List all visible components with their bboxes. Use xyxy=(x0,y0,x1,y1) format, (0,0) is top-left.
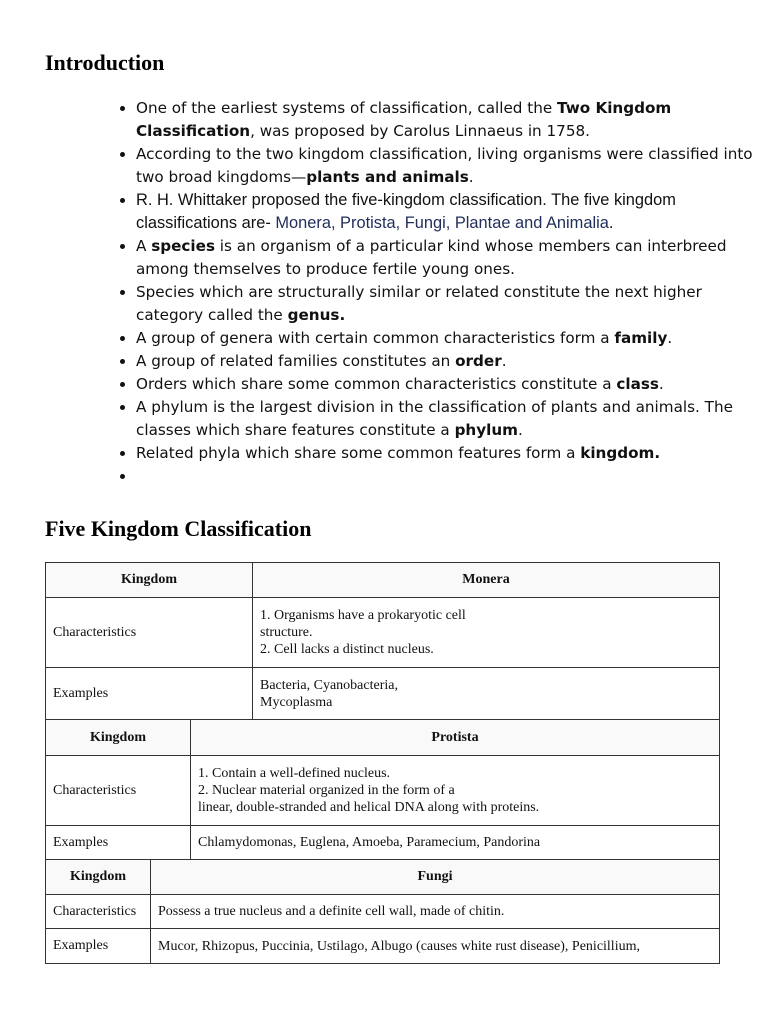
kingdom-label-cell: Kingdom xyxy=(46,720,191,756)
monera-table xyxy=(45,562,720,720)
protista-table xyxy=(45,719,720,860)
bullet-phylum: • A phylum is the largest division in the classification of plants and animals. The classes which share features constitute a phylum. xyxy=(136,396,768,442)
bullet-genus: • Species which are structurally similar or related constitute the next higher category called the genus. xyxy=(136,281,768,327)
five-kingdom-heading: Five Kingdom Classification xyxy=(45,516,312,541)
table-row xyxy=(46,826,720,860)
kingdom-label-cell: Kingdom xyxy=(46,563,253,598)
characteristics-label-cell: Characteristics xyxy=(46,895,151,929)
bullet-two-kingdom-groups: • According to the two kingdom classification, living organisms were classified into two broad kingdoms—plants and animals. xyxy=(136,143,768,189)
table-row xyxy=(46,860,720,895)
bullet-kingdom: • Related phyla which share some common features form a kingdom. xyxy=(136,442,768,465)
kingdom-label-cell: Kingdom xyxy=(46,860,151,895)
table-row xyxy=(46,929,720,964)
bullet-family: • A group of genera with certain common characteristics form a family. xyxy=(136,327,768,350)
characteristics-cell: 1. Contain a well-defined nucleus. 2. Nuclear material organized in the form of a linear, double-stranded and helical DNA along with proteins. xyxy=(191,756,720,826)
characteristics-label-cell: Characteristics xyxy=(46,598,253,668)
introduction-heading: Introduction xyxy=(45,50,165,75)
examples-cell: Chlamydomonas, Euglena, Amoeba, Paramecium, Pandorina xyxy=(191,826,720,860)
bullet-order: • A group of related families constitutes an order. xyxy=(136,350,768,373)
examples-label-cell: Examples xyxy=(46,826,191,860)
kingdom-name-cell: Protista xyxy=(191,720,720,756)
table-row xyxy=(46,756,720,826)
table-row xyxy=(46,720,720,756)
examples-cell: Bacteria, Cyanobacteria, Mycoplasma xyxy=(253,668,720,720)
examples-cell: Mucor, Rhizopus, Puccinia, Ustilago, Albugo (causes white rust disease), Penicillium, xyxy=(151,929,720,964)
kingdom-names: Monera, Protista, Fungi, Plantae and Animalia xyxy=(275,214,609,232)
characteristics-label-cell: Characteristics xyxy=(46,756,191,826)
kingdom-name-cell: Fungi xyxy=(151,860,720,895)
fungi-table xyxy=(45,859,720,964)
table-row xyxy=(46,668,720,720)
characteristics-cell: Possess a true nucleus and a definite cell wall, made of chitin. xyxy=(151,895,720,929)
examples-label-cell: Examples xyxy=(46,668,253,720)
bullet-whittaker: • R. H. Whittaker proposed the five-kingdom classification. The five kingdom classifications are- Monera, Protista, Fungi, Plantae and Animalia. xyxy=(136,189,768,235)
examples-label-cell: Examples xyxy=(46,929,151,964)
table-row xyxy=(46,563,720,598)
bullet-species: • A species is an organism of a particular kind whose members can interbreed among themselves to produce fertile young ones. xyxy=(136,235,768,281)
bullet-two-kingdom: • One of the earliest systems of classification, called the Two Kingdom Classification, was proposed by Carolus Linnaeus in 1758. xyxy=(136,97,768,143)
characteristics-cell: 1. Organisms have a prokaryotic cell structure. 2. Cell lacks a distinct nucleus. xyxy=(253,598,720,668)
kingdom-name-cell: Monera xyxy=(253,563,720,598)
introduction-bullet-list xyxy=(92,97,768,488)
table-row xyxy=(46,895,720,929)
bullet-empty xyxy=(136,465,768,488)
bullet-class: • Orders which share some common characteristics constitute a class. xyxy=(136,373,768,396)
table-row xyxy=(46,598,720,668)
